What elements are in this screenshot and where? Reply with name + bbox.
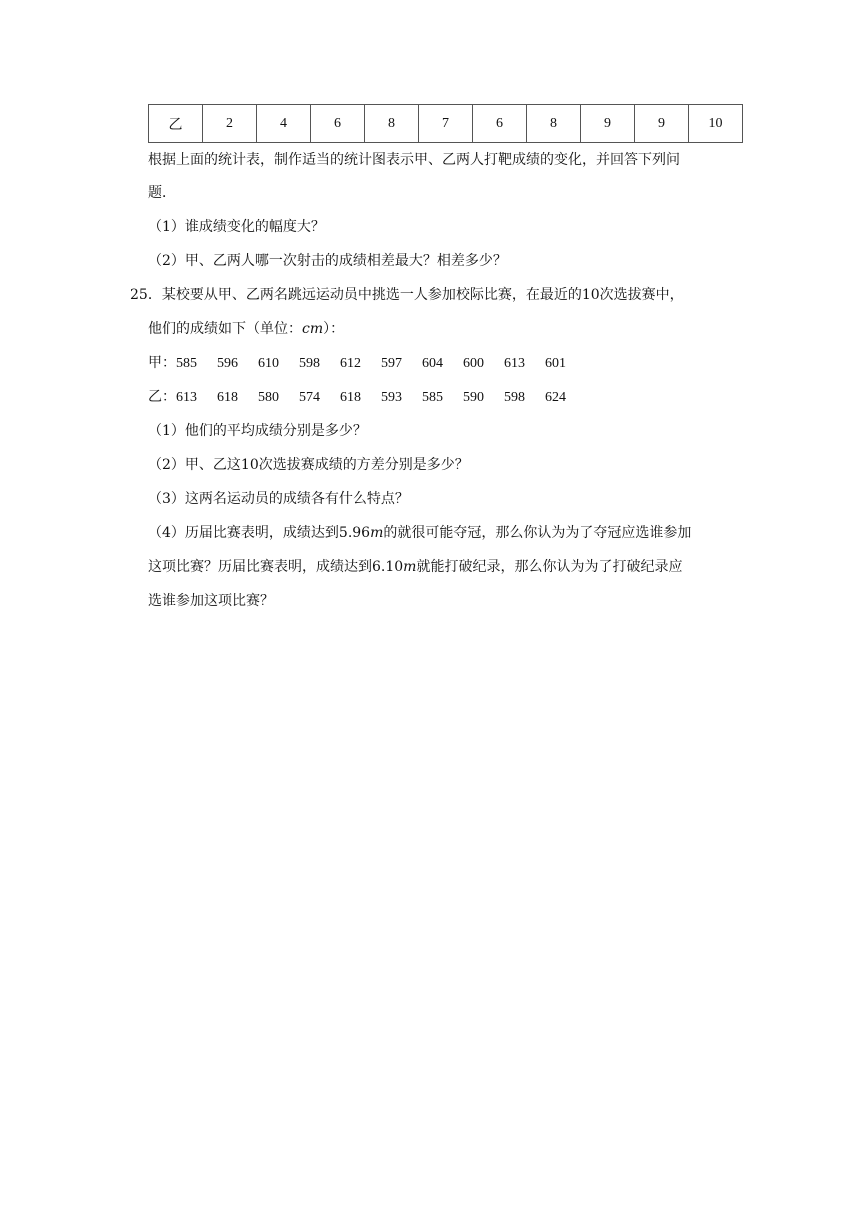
table-cell: 9: [635, 105, 689, 143]
question-number: 25．: [130, 287, 162, 303]
jia-score: 613: [504, 356, 525, 371]
q25-intro: 某校要从甲、乙两名跳远运动员中挑选一人参加校际比赛，在最近的10次选拔赛中，: [161, 287, 684, 303]
yi-label: 乙：: [148, 389, 176, 405]
table-cell: 10: [689, 105, 743, 143]
q24-instruction-line2: 题．: [148, 185, 176, 201]
table-cell: 9: [581, 105, 635, 143]
unit-cm: cm: [302, 321, 324, 337]
table-cell: 2: [203, 105, 257, 143]
yi-score: 618: [340, 390, 361, 405]
yi-score: 580: [258, 390, 279, 405]
jia-label: 甲：: [148, 355, 176, 371]
unit-m: m: [403, 559, 417, 575]
q25-subquestion-4-line2: [148, 557, 682, 577]
unit-m: m: [370, 525, 384, 541]
table-cell: 7: [419, 105, 473, 143]
q25-subquestion-3: （3）这两名运动员的成绩各有什么特点？: [148, 491, 409, 507]
q25-subquestion-4-line3: 选谁参加这项比赛？: [148, 593, 274, 609]
yi-score: 624: [545, 390, 566, 405]
table-cell: 6: [473, 105, 527, 143]
q25-subquestion-2: （2）甲、乙这10次选拔赛成绩的方差分别是多少？: [148, 457, 469, 473]
jia-score: 597: [381, 356, 402, 371]
yi-score: 593: [381, 390, 402, 405]
q25-line2-text: 他们的成绩如下（单位：: [148, 321, 302, 337]
jia-score: 610: [258, 356, 279, 371]
q25-line2-tail: ）：: [323, 321, 345, 337]
jia-score: 612: [340, 356, 361, 371]
table-cell: 6: [311, 105, 365, 143]
yi-scores-row: [148, 387, 566, 408]
q25-line1: [130, 285, 684, 305]
yi-score: 598: [504, 390, 525, 405]
q24-subquestion-1: （1）谁成绩变化的幅度大？: [148, 219, 325, 235]
q24-instruction-line1: 根据上面的统计表，制作适当的统计图表示甲、乙两人打靶成绩的变化，并回答下列问: [148, 152, 680, 168]
jia-score: 598: [299, 356, 320, 371]
score-table: [148, 104, 743, 143]
yi-score: 590: [463, 390, 484, 405]
table-cell: 8: [365, 105, 419, 143]
table-cell: 4: [257, 105, 311, 143]
q25-sub4-text-tail: 的就很可能夺冠，那么你认为为了夺冠应选谁参加: [383, 525, 692, 541]
table-row-label: 乙: [149, 105, 203, 143]
q25-sub4-line2-text: 这项比赛？历届比赛表明，成绩达到6.10: [148, 559, 404, 575]
yi-score: 585: [422, 390, 443, 405]
table-cell: 8: [527, 105, 581, 143]
jia-score: 601: [545, 356, 566, 371]
q25-line2: [148, 319, 344, 339]
yi-score: 618: [217, 390, 238, 405]
yi-score: 613: [176, 390, 197, 405]
q24-subquestion-2: （2）甲、乙两人哪一次射击的成绩相差最大？相差多少？: [148, 253, 507, 269]
q25-sub4-text: （4）历届比赛表明，成绩达到5.96: [148, 525, 371, 541]
jia-score: 600: [463, 356, 484, 371]
q25-sub4-line2-tail: 就能打破纪录，那么你认为为了打破纪录应: [416, 559, 683, 575]
yi-score: 574: [299, 390, 320, 405]
q25-subquestion-4-line1: [148, 523, 691, 543]
jia-score: 604: [422, 356, 443, 371]
jia-score: 585: [176, 356, 197, 371]
table-row: [149, 105, 743, 143]
jia-score: 596: [217, 356, 238, 371]
q25-subquestion-1: （1）他们的平均成绩分别是多少？: [148, 423, 367, 439]
jia-scores-row: [148, 353, 566, 374]
